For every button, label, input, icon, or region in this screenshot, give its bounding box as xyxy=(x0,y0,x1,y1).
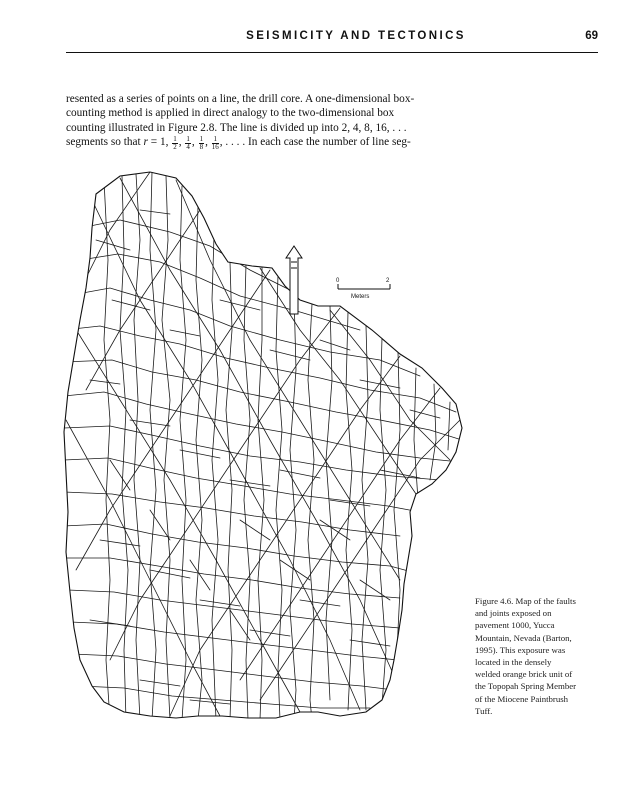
fracture-network xyxy=(64,172,462,720)
caption-line: pavement 1000, Yucca xyxy=(475,620,555,631)
caption-line: located in the densely xyxy=(475,657,552,668)
body-line-with-fractions: segments so that r = 1, $\frac{1}{2}$ , $\frac{1}{4}$ , $\frac{1}{8}$ , $\frac{1}{16}$ , . . . . In each case the number of line seg- xyxy=(66,134,411,151)
body-line: resented as a series of points on a line, the drill core. A one-dimensional box- xyxy=(66,93,415,105)
fraction-half: $\frac{1}{2}$ xyxy=(173,134,177,151)
body-line-end: . . . . In each case the number of line seg- xyxy=(225,135,411,148)
caption-line: Figure 4.6. Map of the faults xyxy=(475,596,576,606)
scale-two-label: 2 xyxy=(386,278,390,284)
caption-line: Tuff. xyxy=(475,705,493,716)
running-title: SEISMICITY AND TECTONICS xyxy=(246,30,466,42)
fraction-eighth: $\frac{1}{8}$ xyxy=(199,134,204,151)
scale-bar xyxy=(336,278,390,300)
scale-unit-label: Meters xyxy=(351,294,370,300)
caption-line: Mountain, Nevada (Barton, xyxy=(475,632,572,643)
caption-line: welded orange brick unit of xyxy=(475,669,573,680)
page-number: 69 xyxy=(585,30,598,42)
body-line-start: segments so that xyxy=(66,135,144,148)
fraction-sixteenth: $\frac{1}{16}$ xyxy=(211,134,219,151)
caption-line: and joints exposed on xyxy=(475,608,552,619)
variable-r: r xyxy=(143,135,148,148)
caption-line: 1995). This exposure was xyxy=(475,644,566,655)
scale-zero-label: 0 xyxy=(336,278,340,284)
caption-line: the Topopah Spring Member xyxy=(475,681,577,692)
figure-caption xyxy=(475,595,607,717)
body-line: counting method is applied in direct analogy to the two-dimensional box xyxy=(66,107,395,120)
north-arrow-icon xyxy=(286,246,302,314)
body-line: counting illustrated in Figure 2.8. The line is divided up into 2, 4, 8, 16, . . . xyxy=(66,121,407,134)
equals-one: = 1, xyxy=(147,135,172,148)
caption-line: of the Miocene Paintbrush xyxy=(475,693,569,704)
fraction-quarter: $\frac{1}{4}$ xyxy=(186,134,190,151)
